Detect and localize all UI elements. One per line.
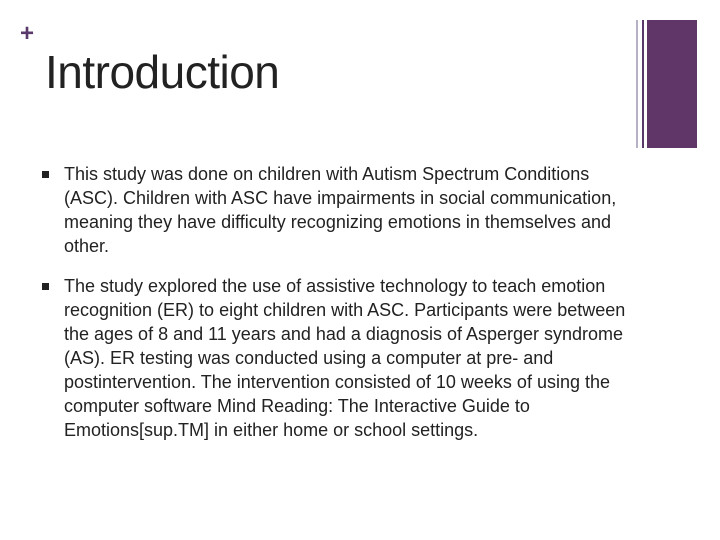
square-bullet-icon	[42, 283, 49, 290]
bullet-text: The study explored the use of assistive technology to teach emotion recognition (ER) to eight children with ASC. Participants were between the ages of 8 and 11 years and had a diagnosis of Asperger syndrome (AS). ER testing was conducted using a computer at pre- and postintervention. The intervention consisted of 10 weeks of using the computer software Mind Reading: The Interactive Guide to Emotions[sup.TM] in either home or school settings.	[64, 276, 626, 440]
plus-decoration: +	[20, 20, 35, 47]
bullet-text: This study was done on children with Autism Spectrum Conditions (ASC). Children with ASC have impairments in social communication, meaning they have difficulty recognizing emotions in themselves and other.	[64, 164, 617, 256]
bullet-list	[40, 162, 640, 458]
bullet-item	[40, 162, 640, 258]
square-bullet-icon	[42, 171, 49, 178]
accent-line-thin	[636, 20, 638, 148]
slide-title: Introduction	[45, 46, 280, 98]
accent-line-dark	[642, 20, 644, 148]
accent-bar	[647, 20, 697, 148]
bullet-item	[40, 274, 640, 442]
